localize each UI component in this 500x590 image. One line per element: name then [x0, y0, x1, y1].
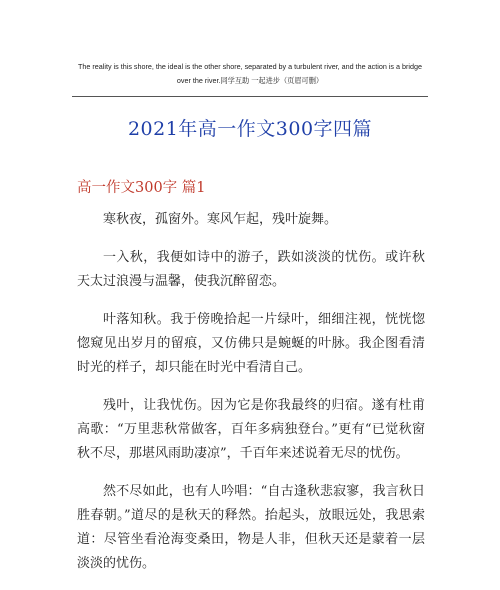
header-line-1: The reality is this shore, the ideal is the other shore, separated by a turbulent river, and the action is a bridge	[78, 62, 422, 71]
header-divider	[72, 96, 428, 97]
paragraph: 一入秋，我便如诗中的游子，跌如淡淡的忧伤。或许秋天太过浪漫与温馨，使我沉醉留恋。	[77, 250, 425, 289]
page-header	[72, 60, 428, 88]
header-line-2: over the river.同学互助 一起进步（页眉可删）	[176, 76, 324, 85]
paragraph: 寒秋夜，孤窗外。寒风乍起，残叶旋舞。	[103, 212, 338, 227]
essay-body	[77, 208, 425, 590]
section-heading: 高一作文300字 篇1	[77, 180, 206, 196]
paragraph: 残叶，让我忧伤。因为它是你我最终的归宿。遂有杜甫高歌：“万里悲秋常做客，百年多病独登台。”更有“已觉秋窗秋不尽，那堪风雨助凄凉”，千百年来述说着无尽的忧伤。	[77, 398, 425, 461]
document-title: 2021年高一作文300字四篇	[127, 118, 373, 140]
paragraph: 叶落知秋。我于傍晚拾起一片绿叶，细细注视，恍恍惚惚窥见出岁月的留痕，又仿佛只是蜿蜒的叶脉。我企图看清时光的样子，却只能在时光中看清自己。	[77, 312, 425, 375]
paragraph: 然不尽如此，也有人吟唱：“自古逢秋悲寂寥，我言秋日胜春朝。”道尽的是秋天的释然。抬起头，放眼远处，我思索道：尽管坐看沧海变桑田，物是人非，但秋天还是蒙着一层淡淡的忧伤。	[77, 484, 425, 571]
